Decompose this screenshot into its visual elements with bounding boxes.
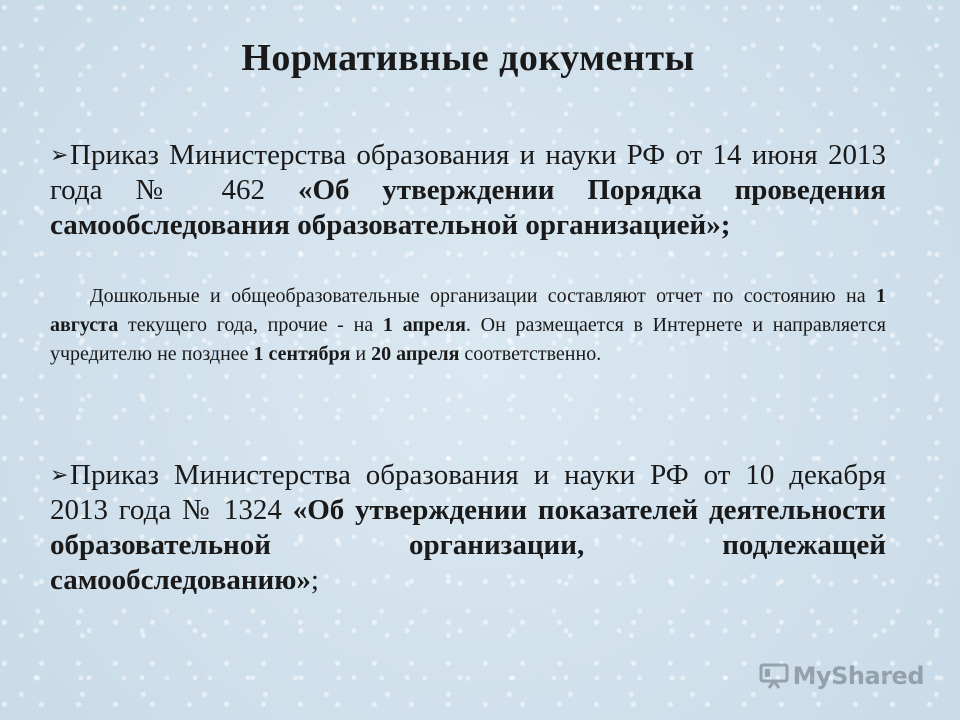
bullet-item-order-1324 (50, 458, 886, 598)
note-text: текущего года, прочие - на (118, 314, 383, 336)
bullet-item-order-462 (50, 138, 886, 243)
bullet-text: Приказ Министерства образования и науки РФ от 10 декабря 2013 года № 1324 (50, 459, 886, 526)
note-text: и (350, 343, 372, 365)
watermark (759, 662, 924, 690)
note-paragraph (50, 282, 886, 369)
slide-title: Нормативные документы (241, 37, 695, 79)
arrowhead-bullet-icon: ➢ (50, 463, 69, 488)
arrowhead-bullet-icon: ➢ (50, 143, 69, 168)
watermark-text: MyShared (792, 662, 924, 690)
note-date-april: 1 апреля (382, 314, 466, 336)
note-date-august: 1 августа (50, 285, 886, 336)
note-text: соответственно. (459, 343, 602, 365)
bullet-text-tail: ; (310, 564, 319, 596)
note-date-april-20: 20 апреля (371, 343, 460, 365)
note-text: . Он размещается в Интернете и направляется учредителю не позднее (50, 314, 886, 365)
bullet-text-bold: «Об утверждении показателей деятельности образовательной организации, подлежащей самообследованию» (50, 494, 886, 596)
bullet-text: Приказ Министерства образования и науки РФ от 14 июня 2013 года № 462 (50, 139, 886, 206)
note-date-september: 1 сентября (253, 343, 351, 365)
bullet-text-bold: «Об утверждении Порядка проведения самообследования образовательной организацией»; (50, 174, 886, 241)
projector-icon (759, 663, 789, 689)
note-text: Дошкольные и общеобразовательные организации составляют отчет по состоянию на (90, 285, 876, 307)
